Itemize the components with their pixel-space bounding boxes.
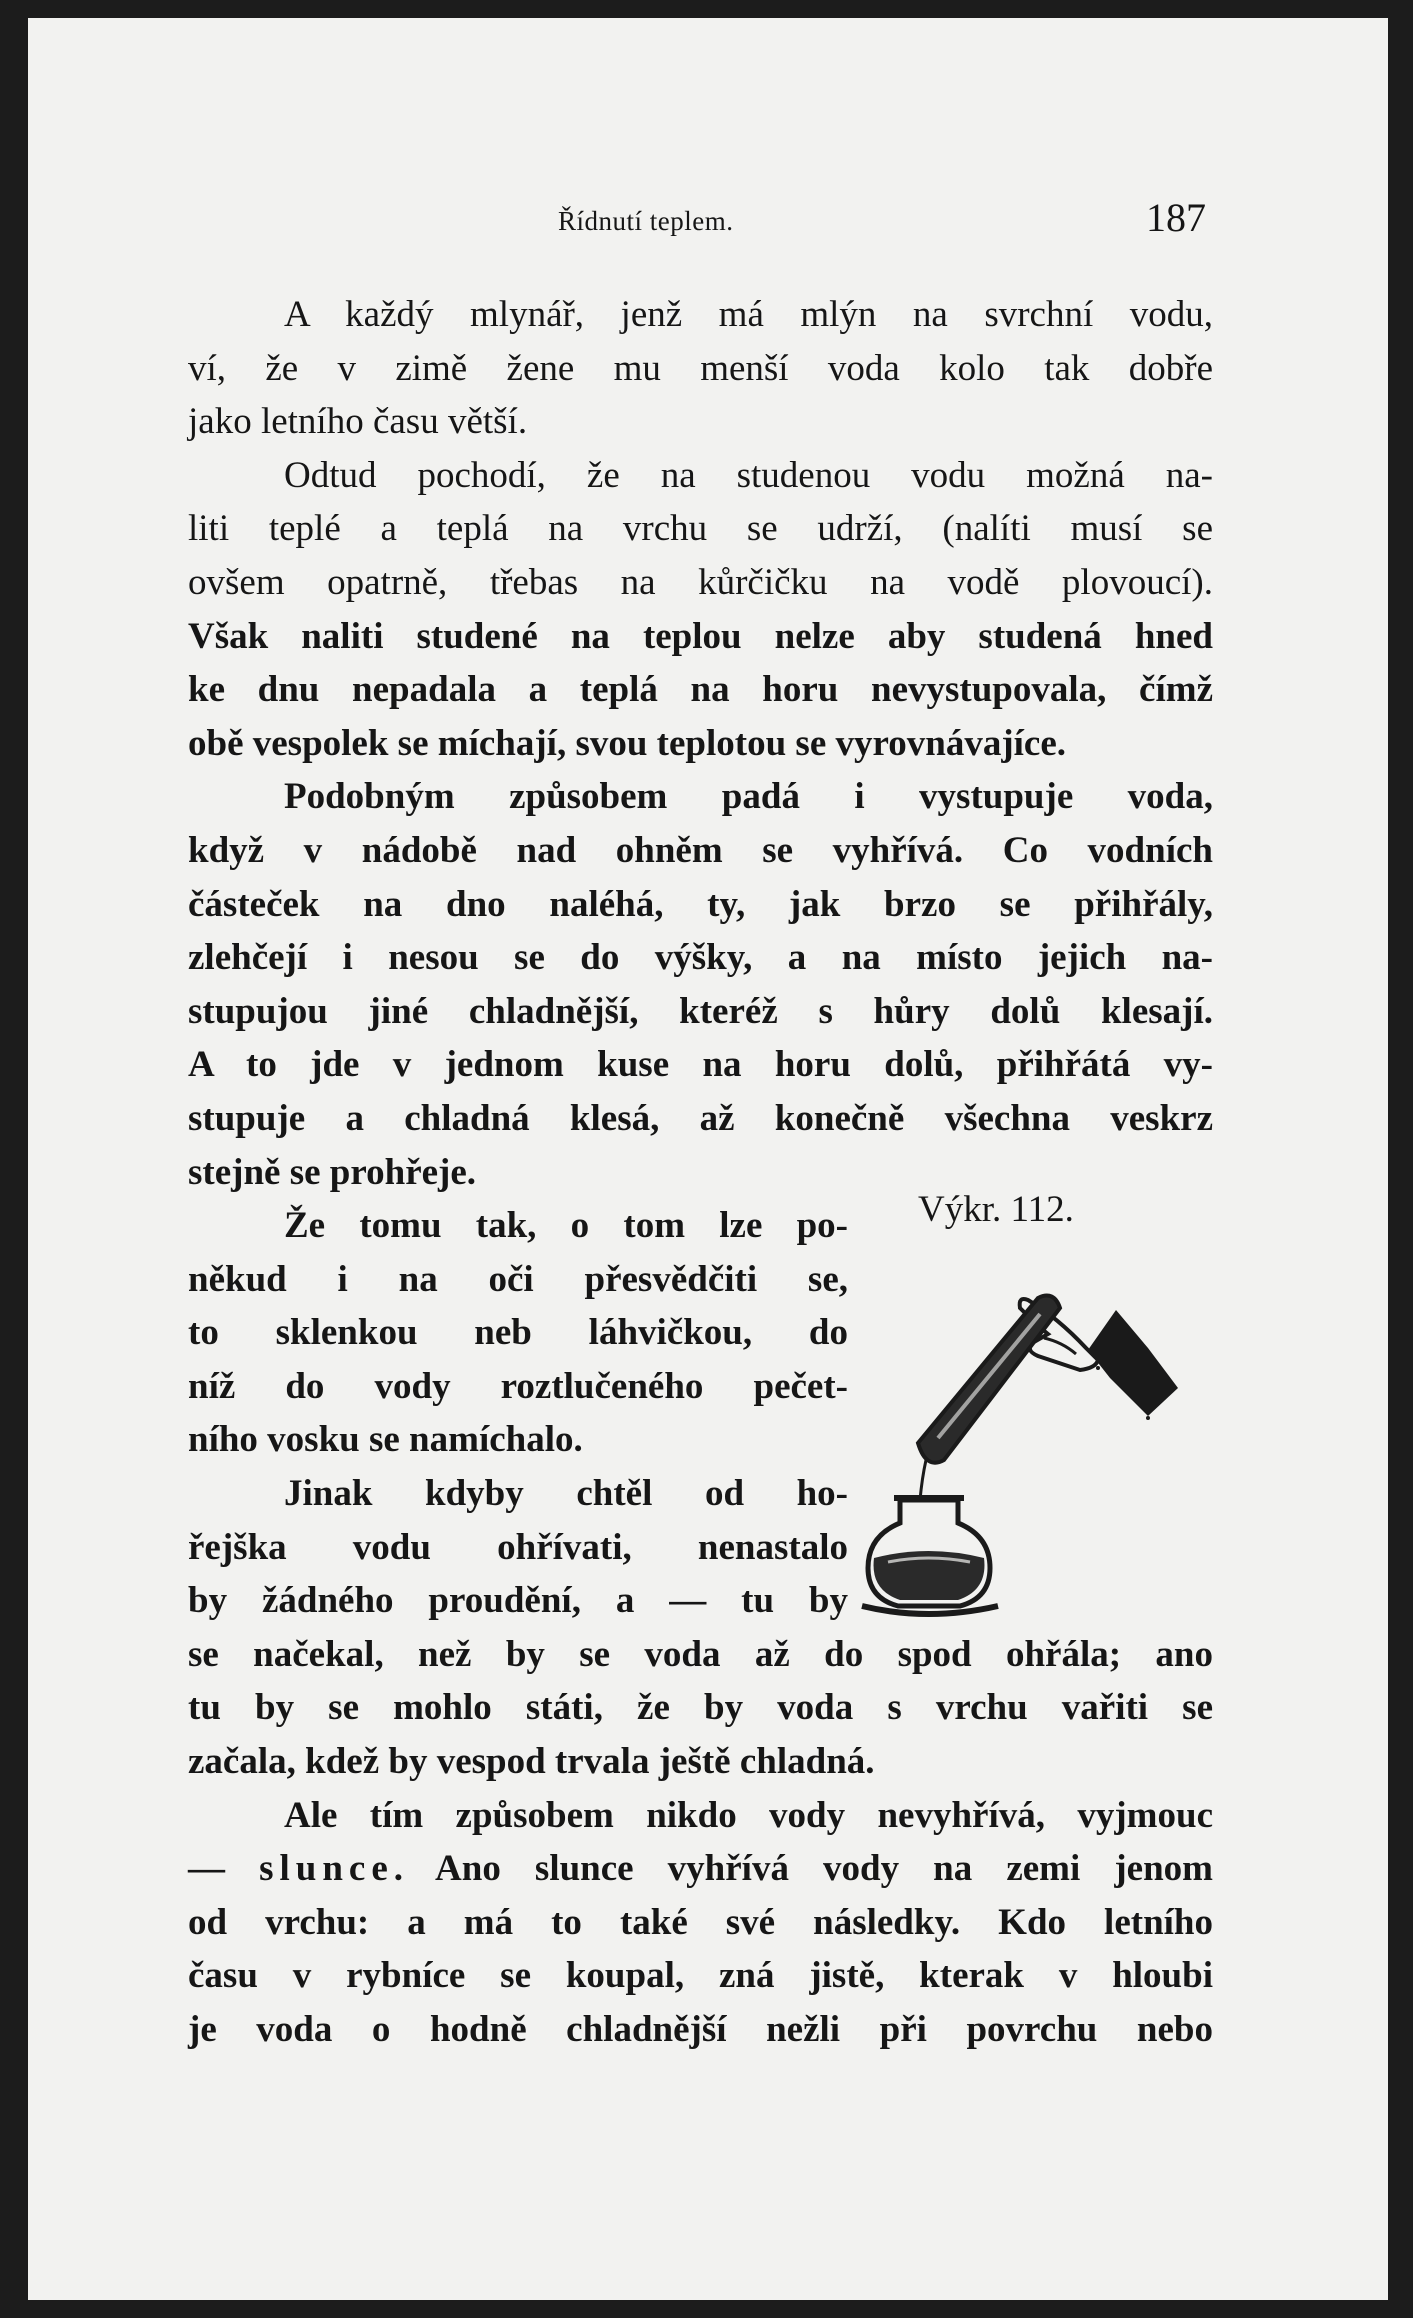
- text-line: obě vespolek se míchají, svou teplotou se vyrovnávajíce.: [188, 722, 1067, 764]
- text-line: stupuje a chladná klesá, až konečně všechna veskrz: [188, 1097, 1213, 1139]
- text-line: Ale tím způsobem nikdo vody nevyhřívá, vyjmouc: [284, 1794, 1213, 1836]
- text-line: zlehčejí i nesou se do výšky, a na místo jejich na-: [188, 937, 1213, 979]
- text-line: Však naliti studené na teplou nelze aby studená hned: [188, 615, 1213, 657]
- text-line-remainder: . Ano slunce vyhřívá vody na zemi jenom: [393, 1848, 1213, 1890]
- text-line: řejška vodu ohřívati, nenastalo: [188, 1526, 848, 1568]
- text-line: by žádného proudění, a — tu by: [188, 1580, 848, 1622]
- body-text: [188, 288, 1213, 2057]
- text-line: stejně se prohřeje.: [188, 1151, 477, 1193]
- text-line: to sklenkou neb láhvičkou, do: [188, 1312, 848, 1354]
- text-line: ovšem opatrně, třebas na kůrčičku na vodě plovoucí).: [188, 561, 1213, 603]
- text-line: se načekal, než by se voda až do spod ohřála; ano: [188, 1633, 1213, 1675]
- text-line: níž do vody roztlučeného pečet-: [188, 1365, 848, 1407]
- text-line: času v rybníce se koupal, zná jistě, kterak v hloubi: [188, 1955, 1213, 1997]
- text-line: tu by se mohlo státi, že by voda s vrchu vařiti se: [188, 1687, 1213, 1729]
- text-line-with-spaced-word: [188, 1842, 1213, 1896]
- text-line: Podobným způsobem padá i vystupuje voda,: [284, 776, 1213, 818]
- running-title: Řídnutí teplem.: [558, 206, 734, 236]
- text-line: ví, že v zimě žene mu menší voda kolo tak dobře: [188, 347, 1213, 389]
- text-line: jako letního času větší.: [188, 401, 528, 443]
- em-dash: —: [188, 1848, 225, 1890]
- text-line: je voda o hodně chladnější nežli při povrchu nebo: [188, 2009, 1213, 2050]
- text-line: částeček na dno naléhá, ty, jak brzo se přihřály,: [188, 883, 1213, 925]
- text-line: ního vosku se namíchalo.: [188, 1419, 583, 1461]
- text-line: A každý mlynář, jenž má mlýn na svrchní vodu,: [284, 294, 1213, 335]
- figure-caption: Výkr. 112.: [918, 1189, 1074, 1230]
- text-line: když v nádobě nad ohněm se vyhřívá. Co vodních: [188, 829, 1213, 871]
- book-page: [28, 18, 1388, 2300]
- text-line: stupujou jiné chladnější, kteréž s hůry dolů klesají.: [188, 990, 1213, 1032]
- spaced-word-slunce: slunce: [259, 1848, 394, 1890]
- text-line: Odtud pochodí, že na studenou vodu možná na-: [284, 454, 1213, 496]
- text-line: liti teplé a teplá na vrchu se udrží, (nalíti musí se: [188, 508, 1213, 550]
- text-line: Že tomu tak, o tom lze po-: [284, 1205, 848, 1247]
- text-line: někud i na oči přesvědčiti se,: [188, 1258, 848, 1300]
- text-line: ke dnu nepadala a teplá na horu nevystupovala, čímž: [188, 669, 1213, 711]
- page-number: 187: [1146, 195, 1206, 240]
- hand-pouring-from-tube-into-flask-icon: [848, 1238, 1208, 1618]
- text-line: Jinak kdyby chtěl od ho-: [284, 1473, 848, 1515]
- page-header: [188, 194, 1208, 254]
- figure-112: [848, 1188, 1208, 1628]
- text-line: začala, kdež by vespod trvala ještě chladná.: [188, 1741, 875, 1783]
- text-line: A to jde v jednom kuse na horu dolů, přihřátá vy-: [188, 1044, 1213, 1086]
- text-line: od vrchu: a má to také své následky. Kdo letního: [188, 1901, 1213, 1943]
